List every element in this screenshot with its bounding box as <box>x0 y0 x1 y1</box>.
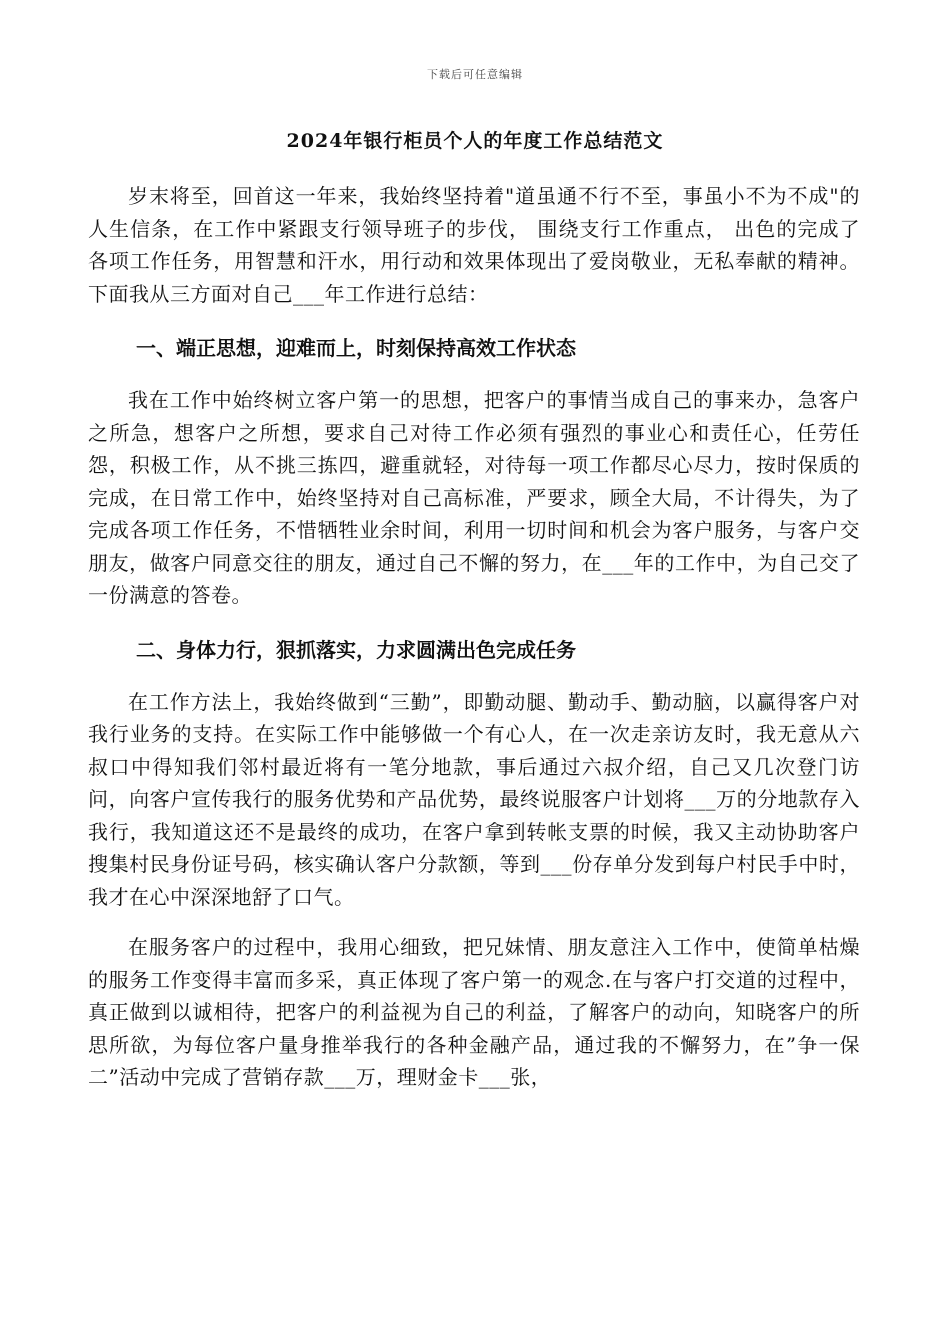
section-2-paragraph-1: 在工作方法上，我始终做到“三勤”，即勤动腿、勤动手、勤动脑，以赢得客户对我行业务的支持。在实际工作中能够做一个有心人，在一次走亲访友时，我无意从六叔口中得知我们邻村最近将有一笔分地款，事后通过六叔介绍，自己又几次登门访问，向客户宣传我行的服务优势和产品优势，最终说服客户计划将___万的分地款存入我行，我知道这还不是最终的成功，在客户拿到转帐支票的时候，我又主动协助客户搜集村民身份证号码，核实确认客户分款额，等到___份存单分发到每户村民手中时，我才在心中深深地舒了口气。 <box>88 689 860 909</box>
section-1-heading: 一、端正思想，迎难而上，时刻保持高效工作状态 <box>136 336 576 360</box>
section-2-heading: 二、身体力行，狠抓落实，力求圆满出色完成任务 <box>136 637 576 662</box>
document-body <box>88 180 860 1094</box>
intro-paragraph: 岁末将至，回首这一年来，我始终坚持着"道虽通不行不至，事虽小不为不成"的人生信条，在工作中紧跟支行领导班子的步伐， 围绕支行工作重点， 出色的完成了各项工作任务，用智慧和汗水，用行动和效果体现出了爱岗敬业，无私奉献的精神。下面我从三方面对自己___年工作进行总结： <box>88 184 860 306</box>
section-1-paragraph: 我在工作中始终树立客户第一的思想，把客户的事情当成自己的事来办，急客户之所急，想客户之所想，要求自己对待工作必须有强烈的事业心和责任心，任劳任怨，积极工作，从不挑三拣四，避重就轻，对待每一项工作都尽心尽力，按时保质的完成，在日常工作中，始终坚持对自己高标准，严要求，顾全大局，不计得失，为了完成各项工作任务，不惜牺牲业余时间，利用一切时间和机会为客户服务，与客户交朋友，做客户同意交往的朋友，通过自己不懈的努力，在___年的工作中，为自己交了一份满意的答卷。 <box>88 388 860 607</box>
document-title: 2024年银行柜员个人的年度工作总结范文 <box>286 130 664 152</box>
section-2-paragraph-2: 在服务客户的过程中，我用心细致，把兄妹情、朋友意注入工作中，使简单枯燥的服务工作变得丰富而多采，真正体现了客户第一的观念.在与客户打交道的过程中，真正做到以诚相待，把客户的利益视为自己的利益，了解客户的动向，知晓客户的所思所欲，为每位客户量身推举我行的各种金融产品，通过我的不懈努力，在”争一保二”活动中完成了营销存款___万，理财金卡___张， <box>88 935 860 1089</box>
header-note: 下载后可任意编辑 <box>427 68 523 81</box>
